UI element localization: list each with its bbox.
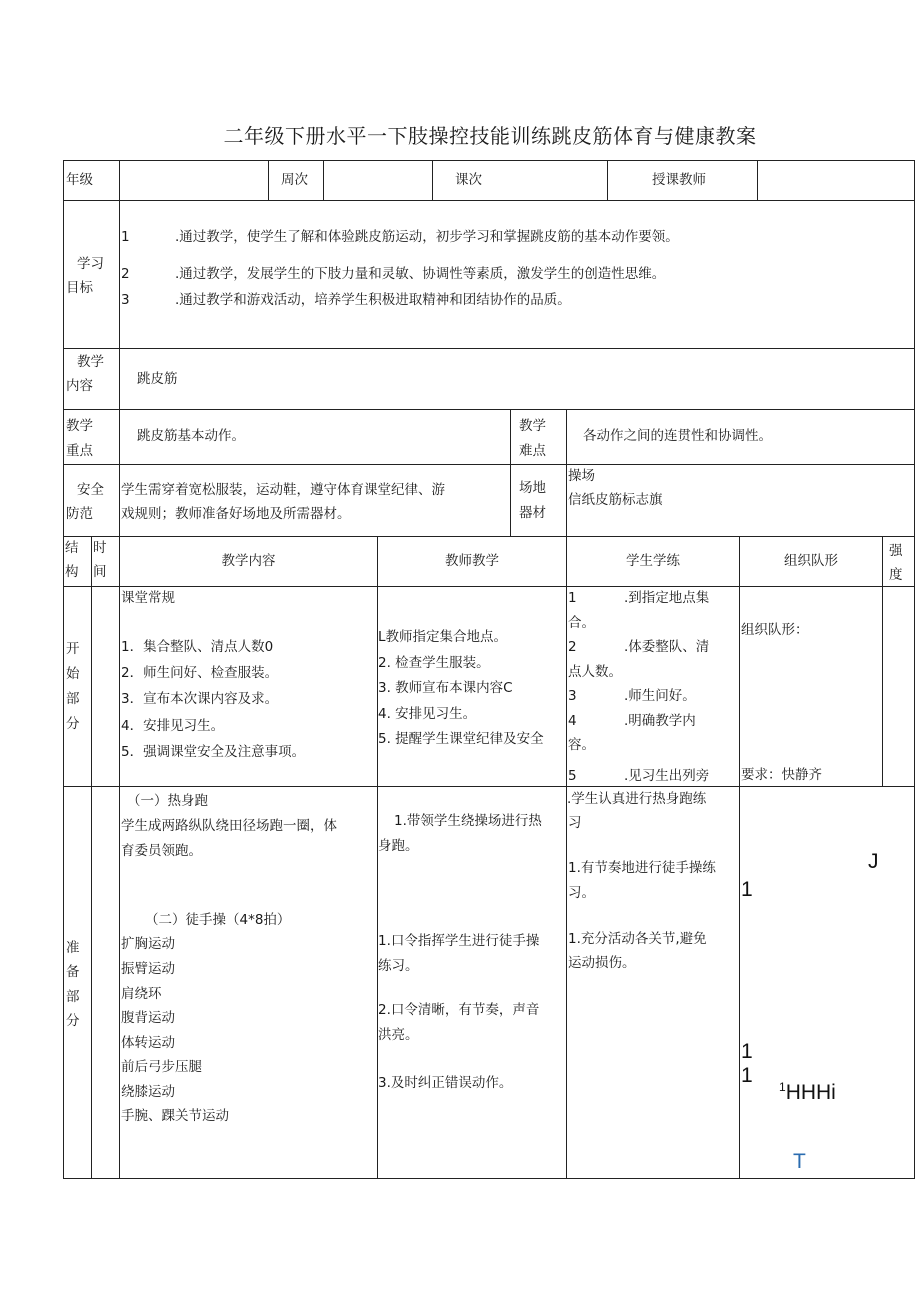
- teacher-label: 授课教师: [652, 172, 706, 188]
- prep-teacher-1-line-1: 1.带领学生绕操场进行热: [394, 813, 542, 829]
- warmup-line-2: 育委员领跑。: [121, 843, 202, 859]
- col-student-practice: 学生学练: [626, 553, 680, 569]
- venue-label-1: 场地: [519, 480, 546, 496]
- start-content-item: 4．安排见习生。: [121, 718, 225, 734]
- page-title: 二年级下册水平一下肢操控技能训练跳皮筋体育与健康教案: [223, 124, 757, 148]
- safety-label-2: 防范: [66, 506, 93, 522]
- col-teacher-teaching: 教师教学: [445, 553, 499, 569]
- difficulty-value: 各动作之间的连贯性和协调性。: [583, 428, 772, 444]
- prep-student-1: .学生认真进行热身跑练: [567, 791, 707, 807]
- prep-student-3-line-1: 1.充分活动各关节,避免: [568, 931, 707, 947]
- col-time-1: 时: [93, 540, 107, 556]
- week-label: 周次: [281, 172, 308, 188]
- prep-teacher-3-line-1: 2.口令清晰，有节奏，声音: [378, 1002, 540, 1018]
- key-points-value: 跳皮筋基本动作。: [137, 428, 245, 444]
- col-structure-2: 构: [65, 564, 79, 580]
- prep-teacher-1-line-2: 身跑。: [378, 838, 419, 854]
- objective-item: 3 .通过教学和游戏活动，培养学生积极进取精神和团结协作的品质。: [121, 292, 571, 308]
- freehand-item: 体转运动: [121, 1035, 175, 1051]
- list-item: 合。: [568, 614, 595, 631]
- objectives-label-2: 目标: [66, 280, 93, 296]
- start-content-item: 3．宣布本次课内容及求。: [121, 691, 279, 707]
- start-teacher-item: 5. 提醒学生课堂纪律及安全: [378, 731, 544, 747]
- start-content-title: 课堂常规: [121, 590, 175, 606]
- list-item: 5 .见习生出列旁: [568, 767, 710, 784]
- formation-label: 组织队形：: [741, 622, 809, 638]
- content-label-1: 教学: [77, 354, 104, 370]
- formation-mark: 1: [741, 1064, 753, 1087]
- formation-mark: 1: [741, 1040, 753, 1063]
- freehand-item: 腹背运动: [121, 1010, 175, 1026]
- col-intensity-2: 度: [889, 567, 903, 583]
- key-points-label-1: 教学: [66, 418, 93, 434]
- objectives-label-1: 学习: [77, 256, 104, 272]
- list-item: 1 .到指定地点集: [568, 590, 710, 606]
- freehand-item: 绕膝运动: [121, 1084, 175, 1100]
- warmup-line-1: 学生成两路纵队绕田径场跑一圈，体: [121, 818, 337, 834]
- list-item: 2 .体委整队、清: [568, 639, 710, 655]
- list-item: 容。: [568, 737, 595, 753]
- difficulty-label-1: 教学: [519, 418, 546, 434]
- freehand-item: 肩绕环: [121, 986, 162, 1002]
- start-label-4: 分: [66, 716, 80, 732]
- formation-mark: T: [793, 1150, 806, 1173]
- grade-label: 年级: [66, 172, 93, 188]
- prep-teacher-2-line-1: 1.口令指挥学生进行徒手操: [378, 933, 540, 949]
- formation-mark: $^1$HHHi: [779, 1080, 836, 1104]
- col-teaching-content: 教学内容: [221, 553, 276, 569]
- prep-label-4: 分: [66, 1013, 80, 1029]
- col-formation: 组织队形: [784, 553, 838, 569]
- prep-student-3-line-2: 运动损伤。: [568, 955, 636, 971]
- prep-teacher-4: 3.及时纠正错误动作。: [378, 1075, 513, 1091]
- prep-label-2: 备: [66, 964, 80, 980]
- freehand-item: 扩胸运动: [121, 936, 175, 952]
- freehand-item: 手腕、踝关节运动: [121, 1108, 229, 1124]
- start-content-item: 5．强调课堂安全及注意事项。: [121, 744, 306, 760]
- start-content-item: 1．集合整队、清点人数0: [121, 639, 274, 655]
- freehand-title: （二）徒手操（4*8拍）: [145, 912, 291, 928]
- col-structure-1: 结: [65, 540, 79, 556]
- difficulty-label-2: 难点: [519, 443, 546, 459]
- start-student-list: [568, 586, 738, 785]
- lesson-label: 课次: [455, 172, 482, 188]
- key-points-label-2: 重点: [66, 443, 93, 459]
- list-item: 3 .师生问好。: [568, 688, 696, 704]
- start-teacher-item: 3. 教师宣布本课内容C: [378, 680, 513, 696]
- freehand-item: 振臂运动: [121, 961, 175, 977]
- start-label-2: 始: [66, 666, 80, 682]
- content-value: 跳皮筋: [137, 371, 178, 387]
- safety-line-2: 戏规则；教师准备好场地及所需器材。: [121, 506, 351, 522]
- start-teacher-item: L教师指定集合地点。: [378, 629, 508, 645]
- start-content-item: 2．师生问好、检查服装。: [121, 665, 279, 681]
- formation-mark: 1: [741, 878, 753, 901]
- start-teacher-item: 4. 安排见习生。: [378, 706, 477, 722]
- start-teacher-item: 2. 检查学生服装。: [378, 655, 490, 671]
- safety-line-1: 学生需穿着宽松服装，运动鞋，遵守体育课堂纪律、游: [121, 482, 445, 498]
- freehand-item: 前后弓步压腿: [121, 1059, 202, 1075]
- content-label-2: 内容: [66, 378, 93, 394]
- objective-item: 2 .通过教学，发展学生的下肢力量和灵敏、协调性等素质，激发学生的创造性思维。: [121, 266, 666, 282]
- col-time-2: 间: [93, 564, 107, 580]
- formation-mark: J: [868, 850, 879, 873]
- venue-line-1: 操场: [568, 468, 595, 484]
- start-label-1: 开: [66, 641, 80, 657]
- prep-student-2-line-2: 习。: [568, 885, 595, 901]
- prep-student-1-line-2: 习: [568, 815, 582, 831]
- safety-label-1: 安全: [77, 482, 104, 498]
- prep-teacher-2-line-2: 练习。: [378, 958, 419, 974]
- formation-requirement: 要求：快静齐: [741, 767, 822, 783]
- objective-item: 1 .通过教学，使学生了解和体验跳皮筋运动，初步学习和掌握跳皮筋的基本动作要领。: [121, 229, 679, 245]
- venue-label-2: 器材: [519, 505, 546, 521]
- start-label-3: 部: [66, 691, 80, 707]
- list-item: 4 .明确教学内: [568, 712, 696, 729]
- prep-label-3: 部: [66, 989, 80, 1005]
- prep-label-1: 准: [66, 940, 80, 956]
- warmup-title: （一）热身跑: [127, 793, 208, 809]
- prep-teacher-3-line-2: 洪亮。: [378, 1027, 419, 1043]
- prep-student-2-line-1: 1.有节奏地进行徒手操练: [568, 860, 716, 876]
- col-intensity-1: 强: [889, 543, 903, 559]
- venue-line-2: 信纸皮筋标志旗: [568, 492, 663, 508]
- list-item: 点人数。: [568, 663, 622, 680]
